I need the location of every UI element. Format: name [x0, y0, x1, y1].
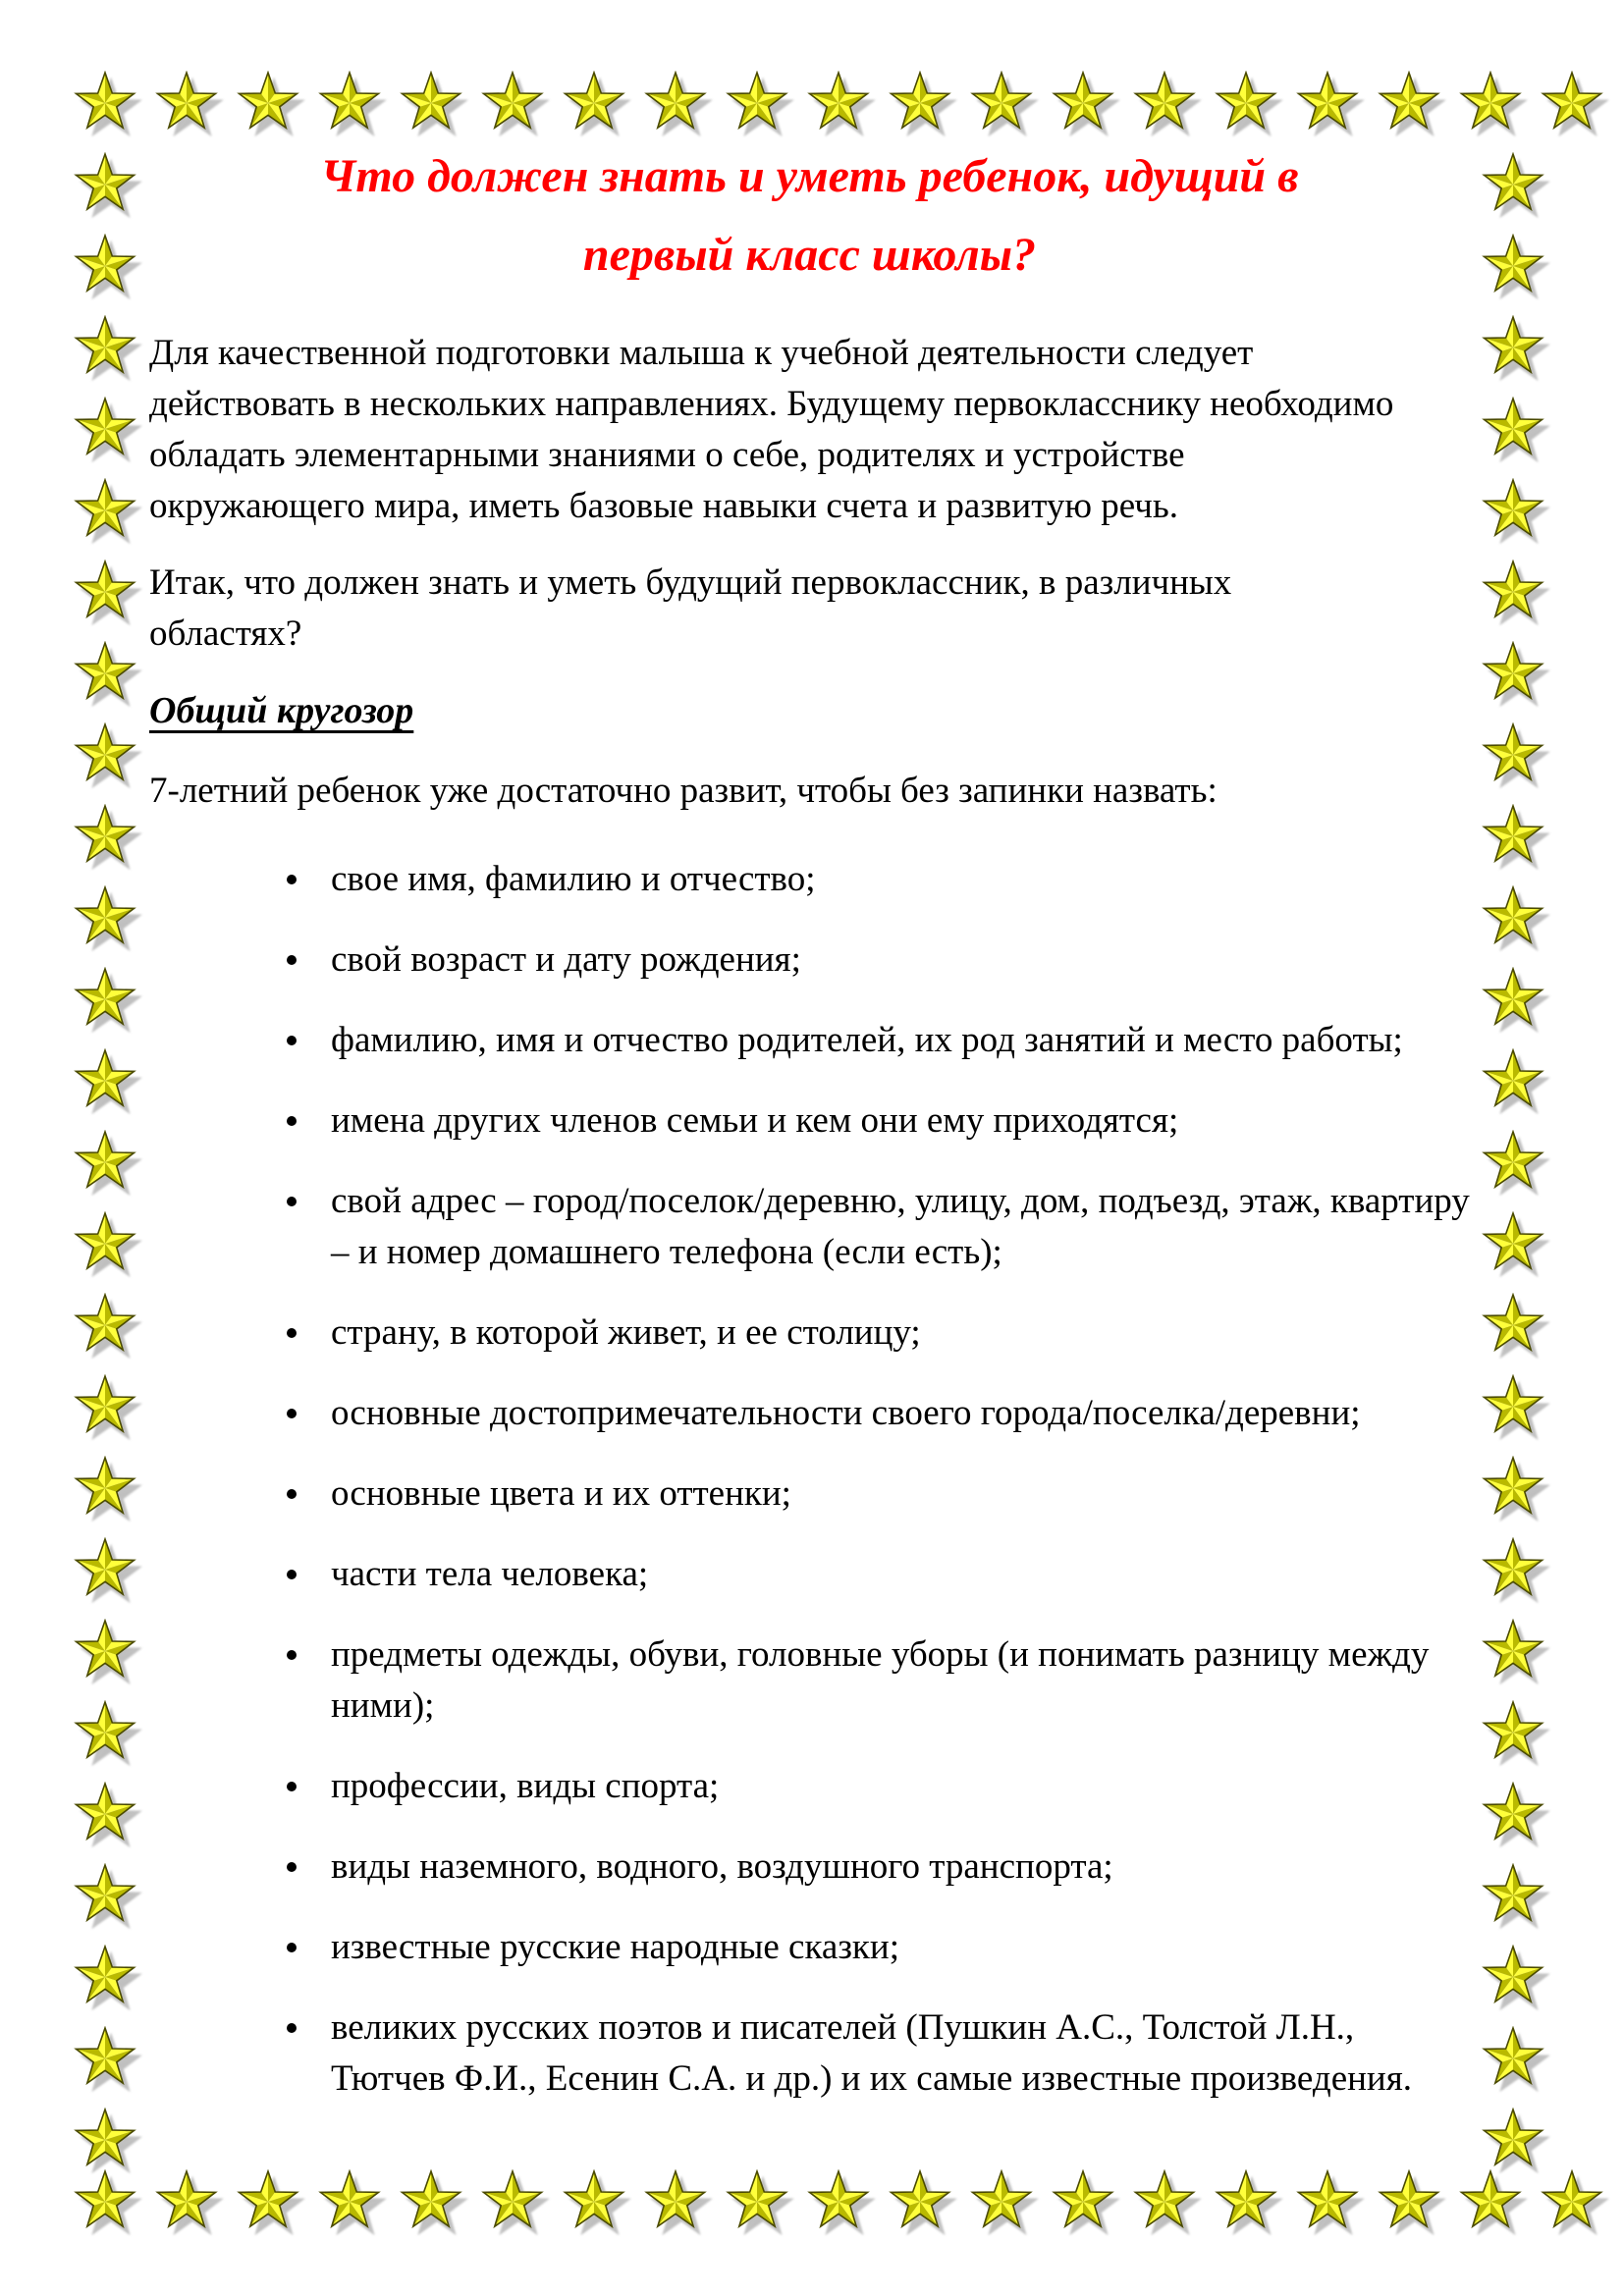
- star-icon: [1481, 1782, 1545, 1846]
- list-item-text: свой возраст и дату рождения;: [331, 939, 801, 980]
- page-title-line2: первый класс школы?: [582, 229, 1037, 281]
- list-item-text: свой адрес – город/поселок/деревню, улицу, дом, подъезд, этаж, квартиру – и номер домашнего телефона (если есть);: [331, 1181, 1470, 1272]
- star-icon: [1377, 2169, 1441, 2234]
- list-item: [149, 1761, 1470, 1812]
- paragraph-question: Итак, что должен знать и уметь будущий первоклассник, в различных областях?: [149, 562, 1232, 654]
- star-icon: [1540, 71, 1604, 135]
- star-icon: [73, 1863, 137, 1928]
- star-icon: [562, 71, 626, 135]
- star-icon: [1481, 641, 1545, 706]
- star-icon: [888, 2169, 952, 2234]
- star-icon: [1051, 2169, 1115, 2234]
- star-icon: [643, 2169, 708, 2234]
- star-icon: [1051, 71, 1115, 135]
- list-item: [149, 934, 1470, 986]
- star-icon: [1481, 1130, 1545, 1195]
- page-title: [149, 137, 1470, 294]
- star-icon: [1481, 885, 1545, 950]
- list-item-text: свое имя, фамилию и отчество;: [331, 859, 816, 899]
- star-icon: [1481, 234, 1545, 298]
- list-item-text: части тела человека;: [331, 1554, 649, 1594]
- star-icon: [1481, 1700, 1545, 1765]
- star-icon: [1481, 1863, 1545, 1928]
- list-item: [149, 854, 1470, 905]
- star-icon: [73, 1456, 137, 1521]
- star-icon: [73, 1537, 137, 1602]
- star-icon: [154, 2169, 219, 2234]
- star-icon: [73, 722, 137, 787]
- star-icon: [1481, 1619, 1545, 1683]
- star-icon: [643, 71, 708, 135]
- star-icon: [73, 2169, 137, 2234]
- star-icon: [73, 2026, 137, 2091]
- list-item-text: виды наземного, водного, воздушного транспорта;: [331, 1846, 1113, 1887]
- bullet-dot-icon: [287, 1782, 297, 1791]
- star-icon: [806, 71, 871, 135]
- star-icon: [1458, 71, 1523, 135]
- bullet-dot-icon: [287, 1197, 297, 1206]
- knowledge-list: [149, 854, 1470, 2105]
- star-icon: [1481, 967, 1545, 1032]
- star-icon: [969, 2169, 1034, 2234]
- list-item-text: известные русские народные сказки;: [331, 1927, 899, 1967]
- star-icon: [399, 2169, 463, 2234]
- star-icon: [480, 71, 545, 135]
- star-icon: [73, 1782, 137, 1846]
- list-item-text: имена других членов семьи и кем они ему приходятся;: [331, 1100, 1179, 1141]
- bullet-dot-icon: [287, 1328, 297, 1338]
- bullet-dot-icon: [287, 875, 297, 884]
- star-icon: [73, 1619, 137, 1683]
- bullet-dot-icon: [287, 955, 297, 965]
- star-icon: [399, 71, 463, 135]
- star-icon: [1481, 1048, 1545, 1113]
- star-icon: [73, 1700, 137, 1765]
- bullet-dot-icon: [287, 1489, 297, 1499]
- star-icon: [1214, 2169, 1278, 2234]
- star-icon: [725, 71, 789, 135]
- star-icon: [317, 2169, 382, 2234]
- page-title-line1: Что должен знать и уметь ребенок, идущий в: [320, 150, 1299, 202]
- star-icon: [969, 71, 1034, 135]
- star-icon: [1481, 152, 1545, 217]
- star-icon: [73, 1374, 137, 1439]
- star-icon: [1481, 1211, 1545, 1276]
- bullet-dot-icon: [287, 1036, 297, 1045]
- star-icon: [1458, 2169, 1523, 2234]
- star-icon: [1132, 2169, 1197, 2234]
- list-item: [149, 1176, 1470, 1278]
- star-icon: [73, 2108, 137, 2172]
- list-item: [149, 1095, 1470, 1147]
- list-item: [149, 1015, 1470, 1066]
- star-icon: [73, 1211, 137, 1276]
- star-icon: [1481, 804, 1545, 869]
- list-item: [149, 1468, 1470, 1520]
- star-icon: [73, 1945, 137, 2009]
- star-icon: [73, 397, 137, 461]
- paragraph-preparation: Для качественной подготовки малыша к учебной деятельности следует действовать в нескольких направлениях. Будущему первокласснику необходимо обладать элементарными знаниями о себе, родителях и устройстве окружающего мира, иметь базовые навыки счета и развитую речь.: [149, 333, 1394, 526]
- star-icon: [73, 967, 137, 1032]
- star-icon: [806, 2169, 871, 2234]
- star-icon: [562, 2169, 626, 2234]
- list-item-text: предметы одежды, обуви, головные уборы (и понимать разницу между ними);: [331, 1634, 1430, 1726]
- list-item: [149, 2002, 1470, 2105]
- list-item: [149, 1629, 1470, 1732]
- star-icon: [1540, 2169, 1604, 2234]
- star-icon: [73, 71, 137, 135]
- bullet-dot-icon: [287, 1116, 297, 1126]
- star-icon: [1214, 71, 1278, 135]
- star-icon: [1481, 1456, 1545, 1521]
- bullet-dot-icon: [287, 2023, 297, 2033]
- star-icon: [73, 1048, 137, 1113]
- star-icon: [1295, 2169, 1360, 2234]
- star-icon: [73, 478, 137, 543]
- star-icon: [73, 234, 137, 298]
- star-icon: [1481, 397, 1545, 461]
- star-icon: [1481, 1374, 1545, 1439]
- star-icon: [236, 71, 300, 135]
- star-icon: [1481, 315, 1545, 380]
- star-icon: [1481, 560, 1545, 624]
- star-icon: [73, 560, 137, 624]
- list-item: [149, 1922, 1470, 1973]
- star-icon: [73, 1293, 137, 1358]
- section-heading-general-outlook: Общий кругозор: [149, 690, 414, 731]
- star-icon: [73, 315, 137, 380]
- list-item-text: основные достопримечательности своего города/поселка/деревни;: [331, 1393, 1361, 1433]
- list-item-text: великих русских поэтов и писателей (Пушкин А.С., Толстой Л.Н., Тютчев Ф.И., Есенин С.А. и др.) и их самые известные произведения.: [331, 2007, 1412, 2099]
- star-icon: [1481, 1293, 1545, 1358]
- star-icon: [236, 2169, 300, 2234]
- star-icon: [1481, 478, 1545, 543]
- star-icon: [1481, 1537, 1545, 1602]
- star-icon: [73, 641, 137, 706]
- star-icon: [73, 1130, 137, 1195]
- star-icon: [1481, 2026, 1545, 2091]
- star-icon: [1481, 1945, 1545, 2009]
- bullet-dot-icon: [287, 1570, 297, 1579]
- bullet-dot-icon: [287, 1409, 297, 1418]
- list-item-text: фамилию, имя и отчество родителей, их род занятий и место работы;: [331, 1020, 1403, 1060]
- star-icon: [73, 885, 137, 950]
- list-item-text: основные цвета и их оттенки;: [331, 1473, 791, 1514]
- list-item: [149, 1842, 1470, 1893]
- star-icon: [725, 2169, 789, 2234]
- star-icon: [73, 152, 137, 217]
- star-icon: [1295, 71, 1360, 135]
- star-icon: [1377, 71, 1441, 135]
- star-icon: [480, 2169, 545, 2234]
- list-intro: 7-летний ребенок уже достаточно развит, чтобы без запинки назвать:: [149, 771, 1218, 811]
- list-item: [149, 1388, 1470, 1439]
- star-icon: [73, 804, 137, 869]
- document-content: [149, 137, 1470, 2134]
- star-icon: [1132, 71, 1197, 135]
- star-icon: [317, 71, 382, 135]
- star-icon: [1481, 722, 1545, 787]
- bullet-dot-icon: [287, 1943, 297, 1952]
- bullet-dot-icon: [287, 1650, 297, 1660]
- list-item: [149, 1308, 1470, 1359]
- list-item: [149, 1549, 1470, 1600]
- bullet-dot-icon: [287, 1862, 297, 1872]
- list-item-text: страну, в которой живет, и ее столицу;: [331, 1312, 921, 1353]
- list-item-text: профессии, виды спорта;: [331, 1766, 720, 1806]
- star-icon: [154, 71, 219, 135]
- star-icon: [1481, 2108, 1545, 2172]
- star-icon: [888, 71, 952, 135]
